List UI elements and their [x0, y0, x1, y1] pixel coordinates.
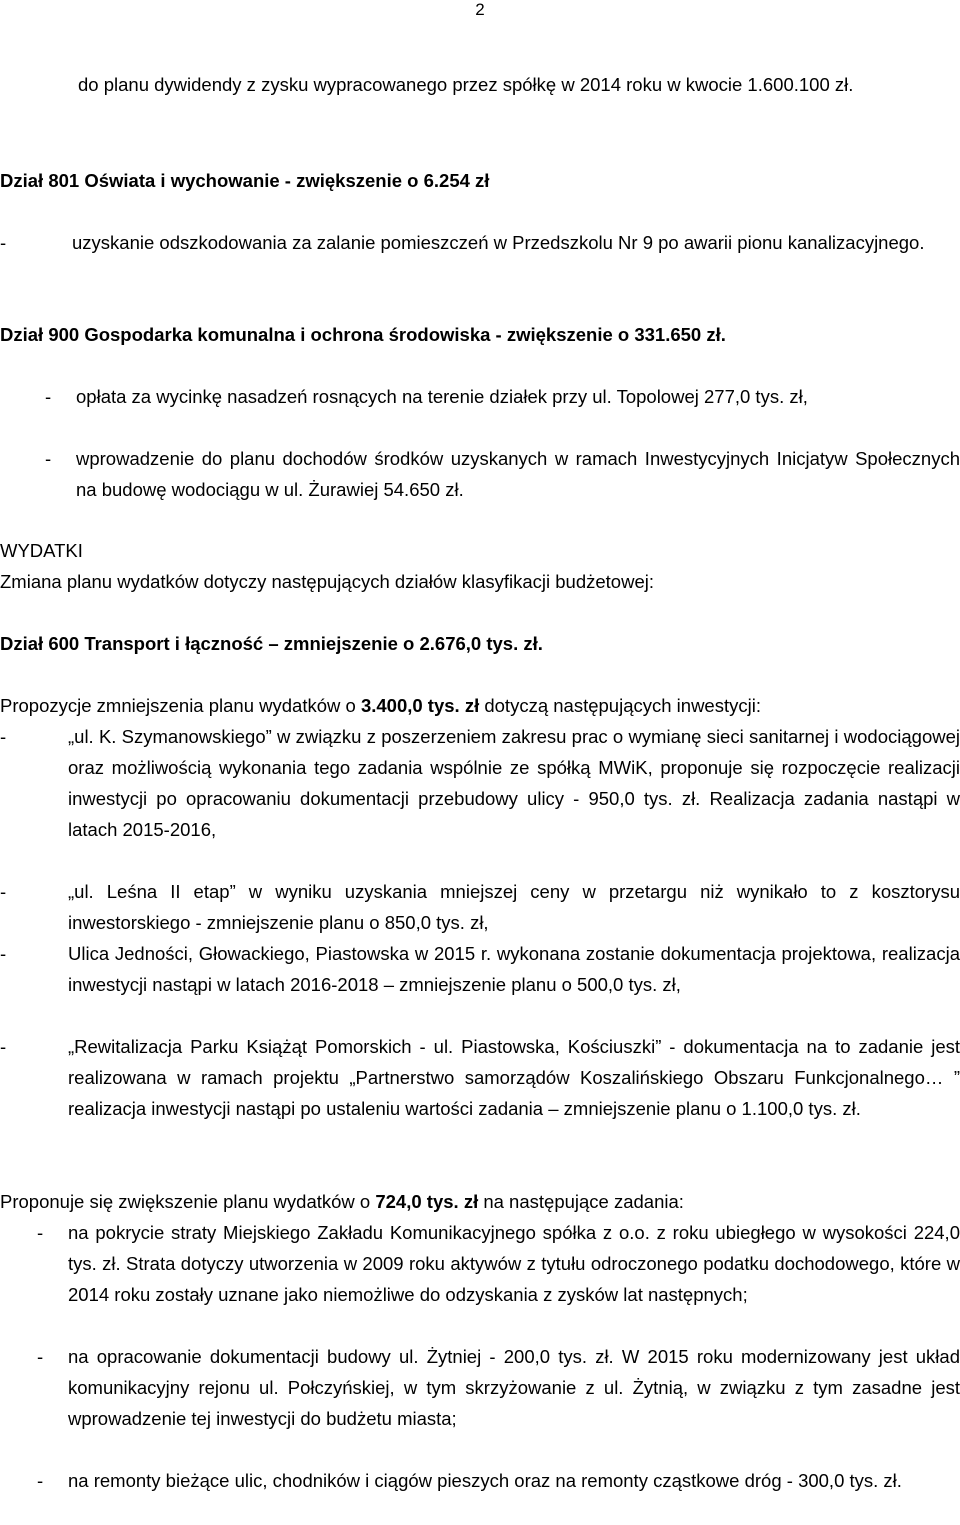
list-bullet: -: [37, 1470, 44, 1491]
section-heading-transport: Dział 600 Transport i łączność – zmniejszenie o 2.676,0 tys. zł.: [0, 633, 543, 654]
list-bullet: -: [0, 943, 7, 964]
section-heading-oswiata: Dział 801 Oświata i wychowanie - zwiększenie o 6.254 zł: [0, 170, 490, 191]
gospodarka-item-text: opłata za wycinkę nasadzeń rosnących na terenie działek przy ul. Topolowej 277,0 tys. zł,: [76, 386, 808, 407]
reduction-item-text: „ul. Leśna II etap” w wyniku uzyskania mniejszej ceny w przetargu niż wynikało to z kosztorysu inwestorskiego - zmniejszenie planu o 850,0 tys. zł,: [68, 881, 960, 933]
reduction-item-text: „Rewitalizacja Parku Książąt Pomorskich - ul. Piastowska, Kościuszki” - dokumentacja na to zadanie jest realizowana w ramach projektu „Partnerstwo samorządów Koszalińskiego Obszaru Funkcjonalnego… ” realizacja inwestycji nastąpi po ustaleniu wartości zadania – zmniejszenie planu o 1.100,0 tys. zł.: [68, 1036, 960, 1119]
dividend-paragraph: do planu dywidendy z zysku wypracowanego przez spółkę w 2014 roku w kwocie 1.600.100 zł.: [78, 74, 854, 95]
gospodarka-item-text: wprowadzenie do planu dochodów środków uzyskanych w ramach Inwestycyjnych Inicjatyw Społecznych na budowę wodociągu w ul. Żurawiej 54.650 zł.: [76, 448, 960, 500]
oswiata-item-text: uzyskanie odszkodowania za zalanie pomieszczeń w Przedszkolu Nr 9 po awarii pionu kanalizacyjnego.: [72, 232, 925, 253]
reduction-intro: [0, 690, 960, 721]
increase-item-text: na pokrycie straty Miejskiego Zakładu Komunikacyjnego spółka z o.o. z roku ubiegłego w wysokości 224,0 tys. zł. Strata dotyczy utworzenia w 2009 roku aktywów z tytułu odroczonego podatku dochodowego, które w 2014 roku zostały uznane jako niemożliwe do odzyskania z zysków lat następnych;: [68, 1222, 960, 1305]
increase-intro-tail: na następujące zadania:: [478, 1191, 684, 1212]
reduction-item-text: „ul. K. Szymanowskiego” w związku z poszerzeniem zakresu prac o wymianę sieci sanitarnej i wodociągowej oraz możliwością wykonania tego zadania wspólnie ze spółką MWiK, proponuje się rozpoczęcie realizacji inwestycji po opracowaniu dokumentacji przebudowy ulicy - 950,0 tys. zł. Realizacja zadania nastąpi w latach 2015-2016,: [68, 726, 960, 840]
list-bullet: -: [45, 448, 52, 469]
increase-intro-text: Proponuje się zwiększenie planu wydatków o: [0, 1191, 376, 1212]
wydatki-intro: Zmiana planu wydatków dotyczy następujących działów klasyfikacji budżetowej:: [0, 571, 654, 592]
section-heading-gospodarka: Dział 900 Gospodarka komunalna i ochrona środowiska - zwiększenie o 331.650 zł.: [0, 324, 726, 345]
list-bullet: -: [0, 881, 7, 902]
reduction-intro-text: Propozycje zmniejszenia planu wydatków o: [0, 695, 361, 716]
section-title-wydatki: WYDATKI: [0, 540, 83, 561]
list-bullet: -: [37, 1222, 44, 1243]
list-bullet: -: [0, 232, 7, 253]
list-bullet: -: [0, 1036, 7, 1057]
list-bullet: -: [45, 386, 52, 407]
list-bullet: -: [37, 1346, 44, 1367]
increase-amount: 724,0 tys. zł: [375, 1191, 479, 1212]
page-number: 2: [475, 0, 485, 19]
increase-item-text: na remonty bieżące ulic, chodników i ciągów pieszych oraz na remonty cząstkowe dróg - 300,0 tys. zł.: [68, 1470, 902, 1491]
reduction-item-text: Ulica Jedności, Głowackiego, Piastowska w 2015 r. wykonana zostanie dokumentacja projektowa, realizacja inwestycji nastąpi w latach 2016-2018 – zmniejszenie planu o 500,0 tys. zł,: [68, 943, 960, 995]
reduction-amount: 3.400,0 tys. zł: [360, 695, 480, 716]
list-bullet: -: [0, 726, 7, 747]
increase-item-text: na opracowanie dokumentacji budowy ul. Żytniej - 200,0 tys. zł. W 2015 roku modernizowany jest układ komunikacyjny rejonu ul. Połczyńskiej, w tym skrzyżowanie z ul. Żytnią, w związku z tym zasadne jest wprowadzenie tej inwestycji do budżetu miasta;: [68, 1346, 960, 1429]
increase-intro: [0, 1186, 960, 1217]
reduction-intro-tail: dotyczą następujących inwestycji:: [479, 695, 761, 716]
